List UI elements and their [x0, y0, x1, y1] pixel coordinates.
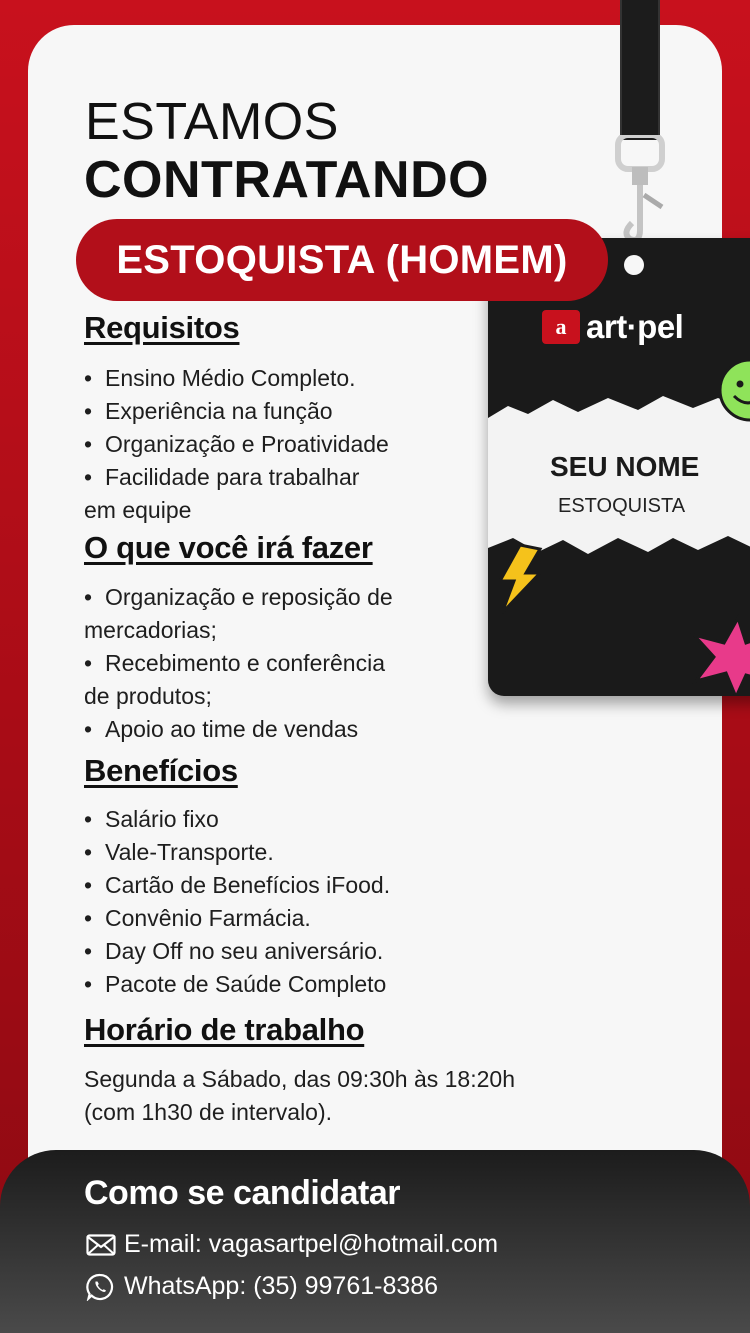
envelope-icon [86, 1231, 118, 1259]
whatsapp-text: WhatsApp: (35) 99761-8386 [124, 1272, 439, 1300]
list-item: • Pacote de Saúde Completo [84, 971, 387, 997]
apply-title: Como se candidatar [84, 1174, 400, 1212]
id-badge [488, 238, 750, 696]
schedule-title: Horário de trabalho [84, 1012, 365, 1047]
duties-list [84, 581, 393, 746]
lanyard-strap [620, 0, 660, 140]
requirements-title: Requisitos [84, 310, 240, 345]
email-contact[interactable] [86, 1230, 498, 1259]
headline-estamos: ESTAMOS [85, 93, 339, 151]
list-item: • Salário fixo [84, 806, 219, 832]
whatsapp-icon [86, 1273, 118, 1301]
list-item: • Recebimento e conferência [84, 650, 385, 676]
badge-hole-icon [621, 252, 647, 278]
benefits-title: Benefícios [84, 753, 238, 788]
email-text: E-mail: vagasartpel@hotmail.com [124, 1230, 499, 1258]
smiley-sticker-icon [716, 356, 750, 426]
list-item: • Organização e Proatividade [84, 431, 389, 457]
list-item: • Experiência na função [84, 398, 333, 424]
star-burst-icon [688, 613, 750, 696]
badge-role: ESTOQUISTA [558, 495, 686, 517]
logo-text: art·pel [586, 308, 684, 345]
list-item: • Vale-Transporte. [84, 839, 274, 865]
schedule-line: Segunda a Sábado, das 09:30h às 18:20h [84, 1066, 515, 1092]
list-item: • Ensino Médio Completo. [84, 365, 356, 391]
list-item-continuation: de produtos; [84, 683, 212, 709]
position-pill: ESTOQUISTA (HOMEM) [76, 219, 608, 301]
logo-mark: a [542, 310, 580, 344]
lightning-bolt-icon [488, 543, 548, 615]
duties-title: O que você irá fazer [84, 530, 373, 565]
headline-contratando: CONTRATANDO [84, 151, 490, 209]
list-item: • Apoio ao time de vendas [84, 716, 359, 742]
schedule-text [84, 1063, 515, 1129]
lanyard-clip-icon [610, 135, 670, 250]
list-item-continuation: em equipe [84, 497, 192, 523]
benefits-list [84, 803, 390, 1001]
list-item: • Day Off no seu aniversário. [84, 938, 384, 964]
whatsapp-contact[interactable] [86, 1272, 438, 1301]
list-item: • Facilidade para trabalhar [84, 464, 360, 490]
artpel-logo [542, 308, 683, 346]
list-item: • Convênio Farmácia. [84, 905, 311, 931]
badge-name: SEU NOME [550, 451, 700, 482]
list-item: • Cartão de Benefícios iFood. [84, 872, 391, 898]
list-item-continuation: mercadorias; [84, 617, 217, 643]
schedule-line: (com 1h30 de intervalo). [84, 1099, 333, 1125]
list-item: • Organização e reposição de [84, 584, 393, 610]
requirements-list [84, 362, 389, 527]
